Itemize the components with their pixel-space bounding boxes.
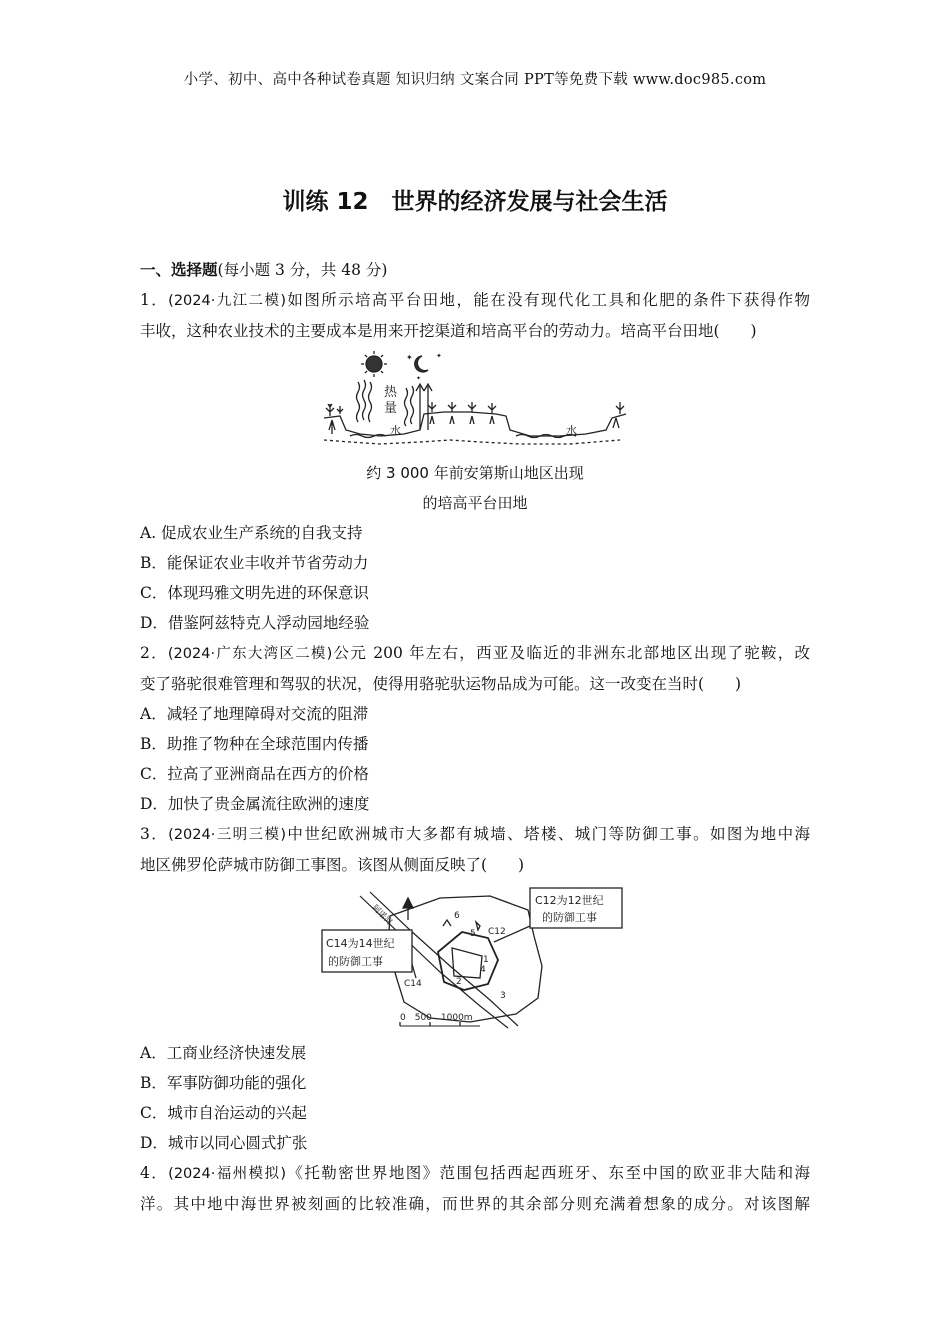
q1-caption-line2: 的培高平台田地 — [422, 494, 528, 512]
c14-label: C14 — [404, 979, 422, 989]
q2-option-c: C．拉高了亚洲商品在西方的价格 — [140, 765, 369, 783]
q2-line1 — [140, 638, 810, 669]
c12-label: C12 — [488, 927, 506, 937]
heat-label-2: 量 — [384, 401, 398, 416]
q3-option-d: D．城市以同心圆式扩张 — [140, 1134, 308, 1152]
section-heading — [140, 255, 810, 285]
q4-line1 — [140, 1158, 810, 1189]
q3-number: 3． — [140, 825, 169, 843]
site-1: 1 — [483, 955, 489, 965]
heat-label-1: 热 — [384, 385, 398, 400]
florence-fortification-map — [320, 886, 630, 1034]
site-4: 4 — [480, 965, 486, 975]
q3-text1: 中世纪欧洲城市大多都有城墙、塔楼、城门等防御工事。如图为地中海 — [286, 825, 810, 843]
q1-text1: 如图所示培高平台田地，能在没有现代化工具和化肥的条件下获得作物 — [286, 291, 810, 309]
c14-box-line1: C14为14世纪 — [326, 937, 395, 950]
page-header: 小学、初中、高中各种试卷真题 知识归纳 文案合同 PPT等免费下载 www.doc985.com — [183, 72, 767, 88]
q1-option-b: B．能保证农业丰收并节省劳动力 — [140, 554, 369, 572]
site-3: 3 — [500, 991, 506, 1001]
q3-option-a: A．工商业经济快速发展 — [140, 1044, 307, 1062]
q2-option-a: A．减轻了地理障碍对交流的阻滞 — [140, 705, 369, 723]
q1-option-c: C．体现玛雅文明先进的环保意识 — [140, 584, 369, 602]
q1-line2: 丰收，这种农业技术的主要成本是用来开挖渠道和培高平台的劳动力。培高平台田地( ) — [140, 322, 757, 340]
page-title: 训练 12 世界的经济发展与社会生活 — [282, 189, 668, 215]
site-2: 2 — [456, 977, 462, 987]
q2-option-b: B．助推了物种在全球范围内传播 — [140, 735, 369, 753]
q1-caption-line1: 约 3 000 年前安第斯山地区出现 — [366, 464, 584, 482]
water-label-2: 水 — [566, 424, 577, 437]
q3-line2: 地区佛罗伦萨城市防御工事图。该图从侧面反映了( ) — [140, 856, 525, 874]
q4-line2: 洋。其中地中海世界被刻画的比较准确，而世界的其余部分则充满着想象的成分。对该图解 — [140, 1195, 810, 1213]
q1-option-a: A. 促成农业生产系统的自我支持 — [140, 524, 363, 542]
c12-box-line2: 的防御工事 — [542, 911, 597, 924]
water-label-1: 水 — [390, 424, 401, 437]
q3-figure — [140, 886, 810, 1034]
site-5: 5 — [470, 929, 476, 939]
q2-line2: 变了骆驼很难管理和驾驭的状况，使得用骆驼驮运物品成为可能。这一改变在当时( ) — [140, 675, 742, 693]
moon-icon — [415, 356, 428, 372]
sun-icon — [366, 356, 382, 372]
raised-field-illustration — [320, 350, 630, 458]
q4-number: 4． — [140, 1164, 169, 1182]
q1-option-d: D．借鉴阿兹特克人浮动园地经验 — [140, 614, 370, 632]
q3-option-c: C．城市自治运动的兴起 — [140, 1104, 307, 1122]
q1-source: (2024·九江二模) — [168, 293, 287, 309]
question-list — [140, 255, 810, 1219]
q2-source: (2024·广东大湾区二模) — [167, 646, 333, 662]
scale-label: 0 500 1000m — [400, 1013, 473, 1023]
c14-box-line2: 的防御工事 — [328, 955, 383, 968]
q3-option-b: B．军事防御功能的强化 — [140, 1074, 307, 1092]
q2-text1: 公元 200 年左右，西亚及临近的非洲东北部地区出现了驼鞍，改 — [332, 644, 810, 662]
q1-figure — [140, 350, 810, 458]
svg-text:✦: ✦ — [406, 353, 413, 362]
q3-source: (2024·三明三模) — [168, 827, 287, 843]
svg-text:✦: ✦ — [436, 352, 442, 360]
q2-number: 2． — [140, 644, 168, 662]
c12-box-line1: C12为12世纪 — [535, 894, 604, 907]
q2-option-d: D．加快了贵金属流往欧洲的速度 — [140, 795, 370, 813]
q4-text1: 《托勒密世界地图》范围包括西起西班牙、东至中国的欧亚非大陆和海 — [286, 1164, 810, 1182]
section-note: (每小题 3 分，共 48 分) — [217, 261, 388, 279]
q4-source: (2024·福州模拟) — [168, 1166, 287, 1182]
site-6: 6 — [454, 911, 460, 921]
q1-line1 — [140, 285, 810, 316]
svg-text:✦: ✦ — [416, 375, 422, 382]
river-label: 阿诺河 — [370, 903, 394, 927]
q1-number: 1． — [140, 291, 169, 309]
section-label: 一、选择题 — [140, 261, 218, 279]
q3-line1 — [140, 819, 810, 850]
